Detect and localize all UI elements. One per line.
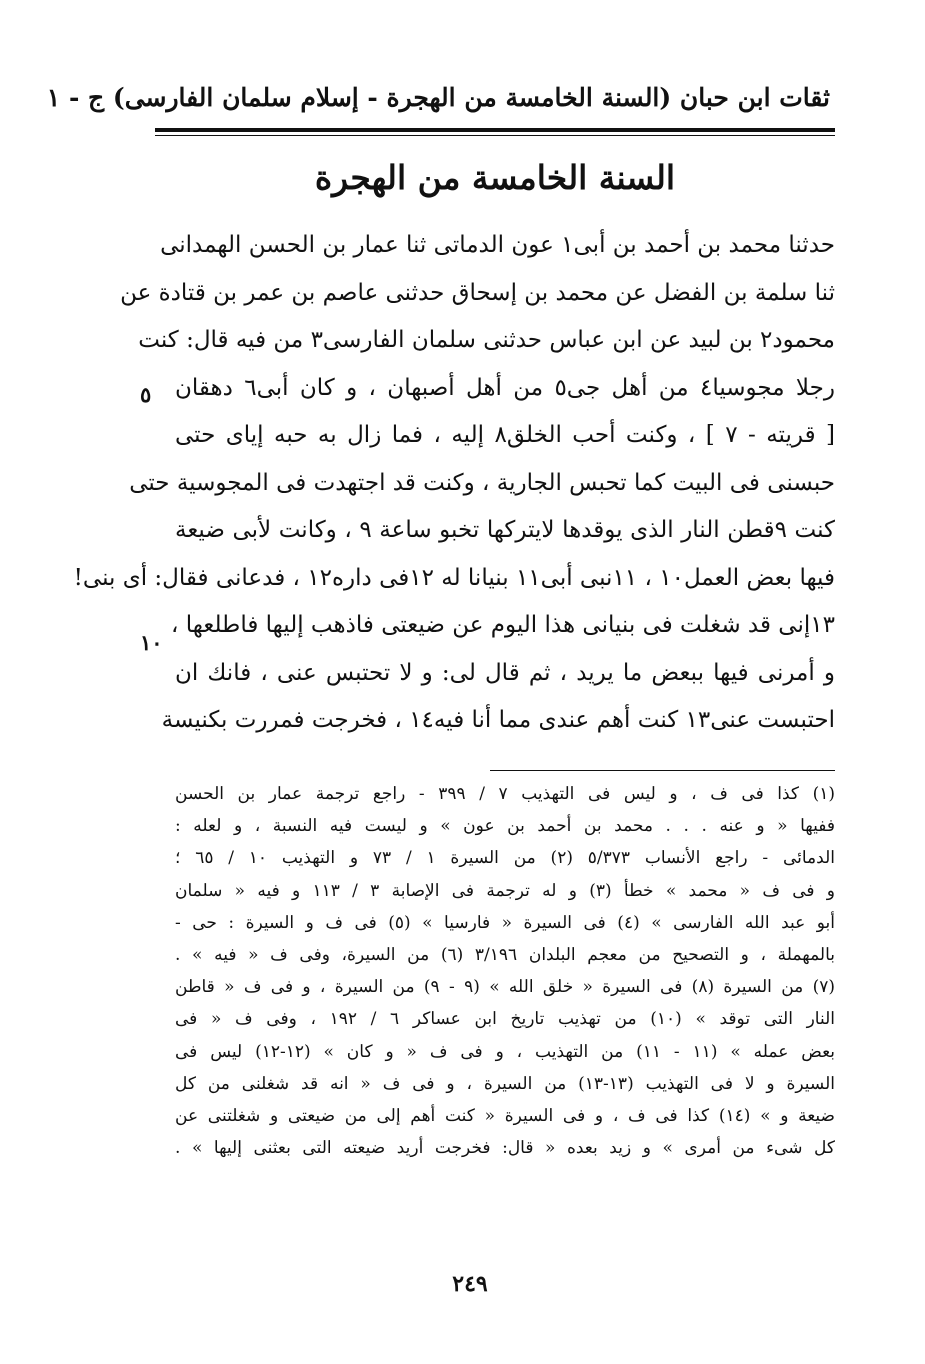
section-title: السنة الخامسة من الهجرة bbox=[314, 158, 676, 197]
line-number-10: ١٠ bbox=[140, 630, 163, 655]
body-text bbox=[73, 222, 835, 745]
body-line: كنت ٩قطن النار الذى يوقدها لايتركها تخبو ساعة ٩ ، وكانت لأبى ضيعة bbox=[175, 517, 835, 543]
body-line: فيها بعض العمل١٠ ، ١١نبى أبى١١ بنيانا له ١٢فى داره١٢ ، فدعانى فقال: أى بنى! bbox=[73, 564, 835, 591]
footnote-line: النار التى توقد » (١٠) من تهذيب تاريخ ابن عساكر ٦ / ١٩٢ ، وفى ف « فى bbox=[175, 1009, 835, 1030]
footnote-line: بعض عمله » (١١ - ١١) من التهذيب ، و فى ف « و كان » (١٢-١٢) ليس فى bbox=[175, 1041, 836, 1062]
footnote-line: (١) كذا فى ف ، و ليس فى التهذيب ٧ / ٣٩٩ - راجع ترجمة عمار بن الحسن bbox=[175, 784, 835, 804]
footnote-line: بالمهملة ، و التصحيح من معجم البلدان ٣/١٩٦ (٦) من السيرة، وفى ف « فيه » . bbox=[175, 944, 835, 965]
body-line: حبسنى فى البيت كما تحبس الجارية ، وكنت قد اجتهدت فى المجوسية حتى bbox=[129, 469, 835, 496]
footnote-separator bbox=[490, 770, 835, 771]
running-header: ثقات ابن حبان (السنة الخامسة من الهجرة - إسلام سلمان الفارسى) ج - ١ bbox=[46, 83, 830, 112]
footnotes bbox=[175, 778, 835, 1164]
header-rule-thin bbox=[155, 135, 835, 136]
body-line: و أمرنى فيها ببعض ما يريد ، ثم قال لى: و لا تحتبس عنى ، فانك ان bbox=[175, 659, 835, 686]
footnote-line: ففيها « و عنه . . . محمد بن أحمد بن عون » و ليست فيه النسبة ، و لعله : bbox=[175, 816, 835, 837]
body-line: ثنا سلمة بن الفضل عن محمد بن إسحاق حدثنى عاصم بن عمر بن قتادة عن bbox=[120, 279, 835, 306]
body-line: رجلا مجوسيا٤ من أهل جى٥ من أهل أصبهان ، و كان أبى٦ دهقان bbox=[175, 374, 835, 401]
footnote-line: و فى ف « محمد » خطأ (٣) و له ترجمة فى الإصابة ٣ / ١١٣ و فيه « سلمان bbox=[175, 880, 835, 901]
page-number: ٢٤٩ bbox=[452, 1271, 488, 1297]
body-line: احتبست عنى١٣ كنت أهم عندى مما أنا فيه١٤ ، فخرجت فمررت بكنيسة bbox=[161, 707, 835, 733]
body-line: محمود٢ بن لبيد عن ابن عباس حدثنى سلمان الفارسى٣ من فيه قال: كنت bbox=[138, 327, 835, 353]
body-line: ١٣إنى قد شغلت فى بنيانى هذا اليوم عن ضيعتى فاذهب إليها فاطلعها ، bbox=[171, 612, 835, 638]
footnote-line: السيرة و لا فى التهذيب (١٣-١٣) من السيرة ، و فى ف « انه قد شغلنى من كل bbox=[175, 1073, 836, 1094]
footnote-line: كل شىء من أمرى » و زيد بعده « قال: فخرجت أريد ضيعته التى بعثنى إليها » . bbox=[175, 1138, 835, 1159]
footnote-line: الدمائى - راجع الأنساب ٥/٣٧٣ (٢) من السيرة ١ / ٧٣ و التهذيب ١٠ / ٦٥ ؛ bbox=[175, 848, 835, 869]
footnote-line: أبو عبد الله الفارسى » (٤) فى السيرة « فارسيا » (٥) فى ف و السيرة : حى - bbox=[175, 912, 836, 933]
body-line: حدثنا محمد بن أحمد بن أبى١ عون الدماتى ثنا عمار بن الحسن الهمدانى bbox=[160, 232, 835, 258]
body-line: [ قريته - ٧ ] ، وكنت أحب الخلق٨ إليه ، فما زال به حبه إياى حتى bbox=[175, 422, 835, 448]
header-rule bbox=[155, 128, 835, 132]
footnote-line: (٧) من السيرة (٨) فى السيرة « خلق الله » (٩ - ٩) من السيرة ، و فى ف « قاطن bbox=[175, 977, 836, 998]
line-number-5: ٥ bbox=[140, 382, 152, 407]
footnote-line: ضيعة و » (١٤) كذا فى ف ، و فى السيرة « كنت أهم إلى من ضيعتى و شغلتنى عن bbox=[175, 1105, 835, 1126]
